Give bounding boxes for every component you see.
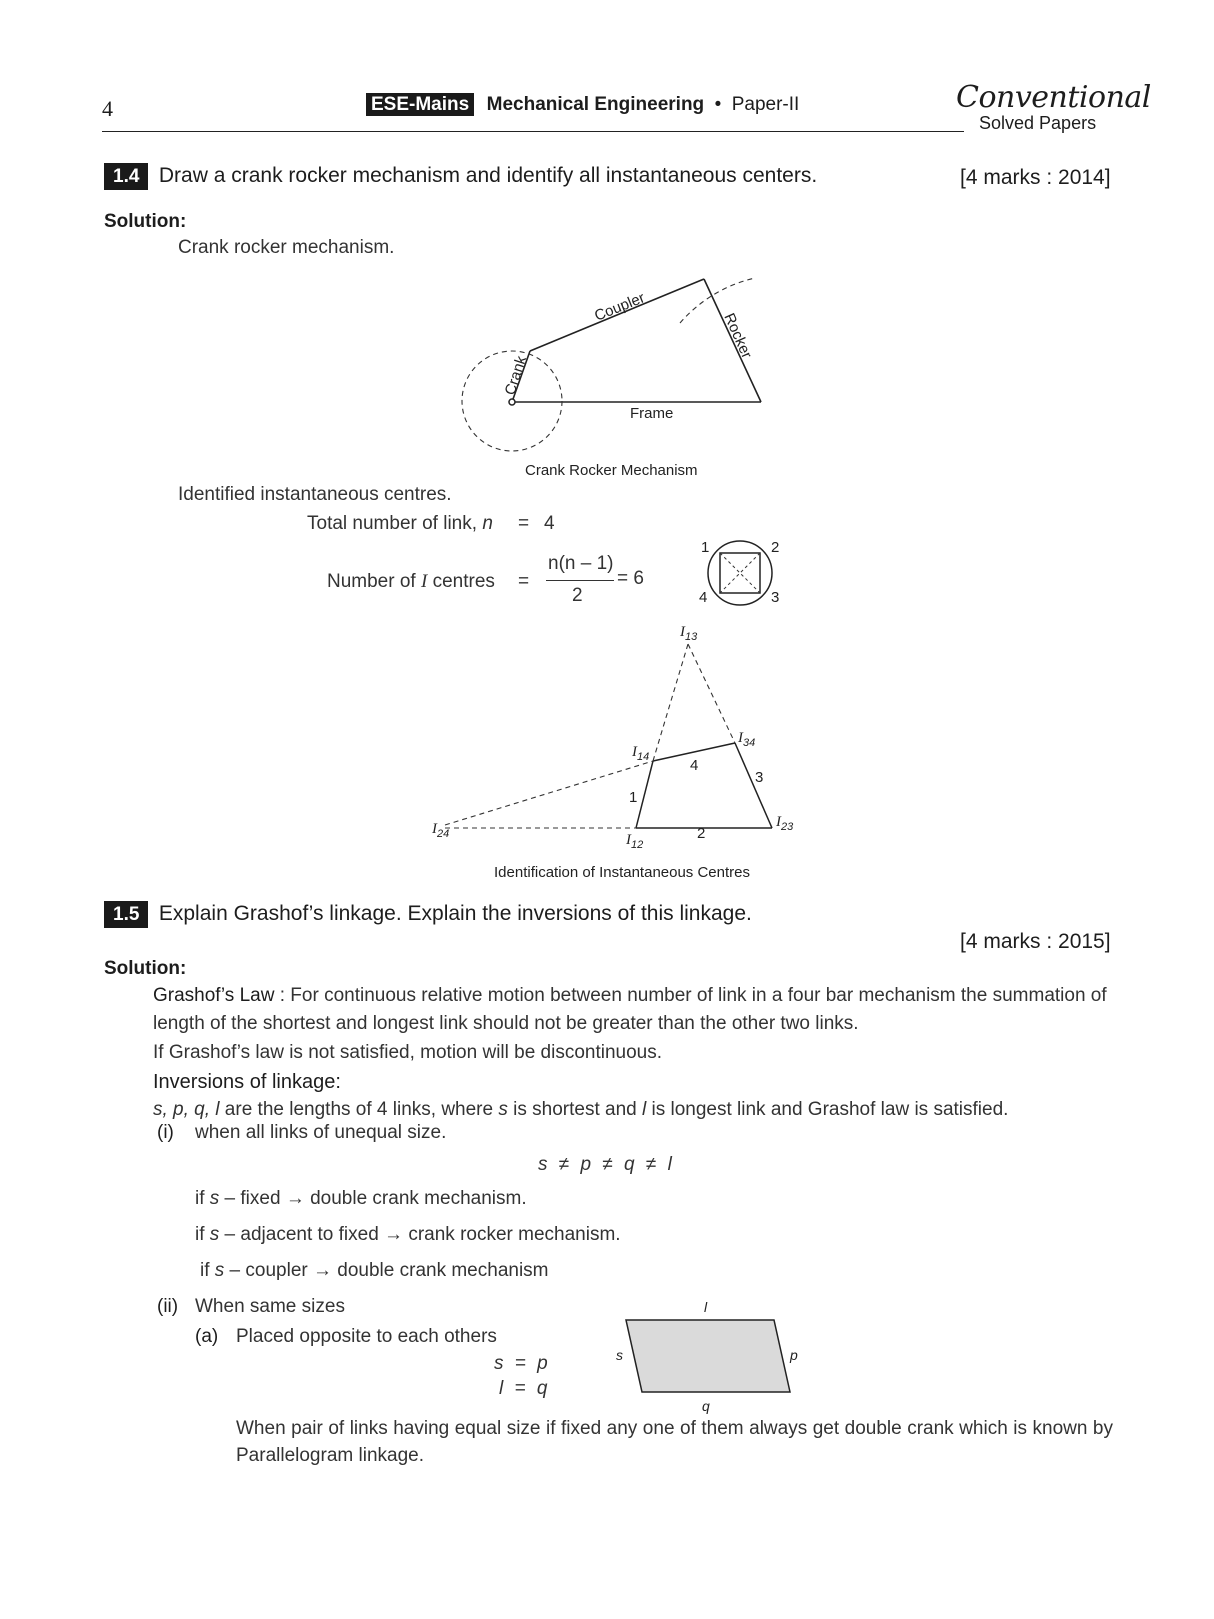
parallelogram-figure bbox=[600, 1298, 820, 1416]
question-1-5 bbox=[104, 902, 752, 926]
label-q: q bbox=[702, 1398, 710, 1414]
law-text: : For continuous relative motion between number of link in a four bar mechanism the summation of length of the shortest and longest link should not be greater than the other two links. bbox=[153, 985, 1107, 1034]
total-links-label: Total number of link, bbox=[307, 513, 478, 534]
case-a-label: (a) bbox=[195, 1326, 219, 1347]
brand-subtitle: Solved Papers bbox=[979, 113, 1097, 133]
def-l: l bbox=[641, 1099, 647, 1120]
link-3 bbox=[735, 743, 772, 828]
centre-i13: $I_{13}$ bbox=[680, 624, 698, 643]
crank-label: Crank bbox=[501, 353, 531, 398]
instant-centres-figure bbox=[0, 600, 1214, 860]
question-number: 1.4 bbox=[104, 163, 148, 190]
exam-badge: ESE-Mains bbox=[366, 93, 474, 116]
i-variable: I bbox=[420, 571, 428, 592]
conclusion-text: When pair of links having equal size if fixed any one of them always get double crank which is known by Parallelogram linkage. bbox=[236, 1418, 1113, 1466]
circle-label-4: 4 bbox=[699, 589, 708, 606]
crank-pivot bbox=[509, 399, 515, 405]
rule-pre: if bbox=[200, 1260, 215, 1281]
law-title: Grashof’s Law bbox=[153, 985, 275, 1006]
not-satisfied-text: If Grashof’s law is not satisfied, motion will be discontinuous. bbox=[153, 1042, 663, 1063]
circle-label-3: 3 bbox=[771, 589, 780, 606]
fraction-bar bbox=[546, 580, 614, 581]
formula-denominator: 2 bbox=[572, 585, 583, 606]
solution-label: Solution: bbox=[104, 958, 187, 979]
n-variable: n bbox=[482, 513, 493, 534]
brand-logo-text: Conventional bbox=[956, 80, 1151, 115]
formula-result: = 6 bbox=[617, 568, 644, 589]
num-centres-text: Number of bbox=[327, 571, 416, 592]
rule-pre: if bbox=[195, 1188, 210, 1209]
case-ii-label: (ii) bbox=[157, 1296, 179, 1317]
centre-i12: $I_{12}$ bbox=[626, 832, 644, 851]
marks-label: [4 marks : 2014] bbox=[960, 166, 1111, 189]
rule-3 bbox=[200, 1260, 549, 1282]
def-vars: s, p, q, l bbox=[153, 1099, 220, 1120]
question-number: 1.5 bbox=[104, 901, 148, 928]
frame-label: Frame bbox=[630, 405, 674, 422]
grashof-law-paragraph bbox=[153, 982, 1123, 1038]
num-centres-label bbox=[327, 571, 495, 593]
inequality: s ≠ p ≠ q ≠ l bbox=[538, 1154, 672, 1175]
equation-s-p: s = p bbox=[494, 1353, 548, 1374]
rule-var: s bbox=[209, 1188, 220, 1209]
rule-2 bbox=[195, 1224, 621, 1246]
inversions-title: Inversions of linkage: bbox=[153, 1071, 341, 1093]
def-text-b: is shortest and bbox=[507, 1099, 642, 1120]
rule-text: – fixed → double crank mechanism. bbox=[219, 1188, 527, 1209]
total-links-value: 4 bbox=[544, 513, 555, 534]
rule-var: s bbox=[209, 1224, 220, 1245]
equals-sign: = bbox=[518, 513, 530, 534]
page-number: 4 bbox=[102, 96, 113, 121]
identified-text: Identified instantaneous centres. bbox=[178, 484, 452, 505]
rule-1 bbox=[195, 1188, 527, 1210]
rule-pre: if bbox=[195, 1224, 210, 1245]
crank-rocker-figure bbox=[0, 0, 1214, 480]
circle-label-2: 2 bbox=[771, 539, 780, 556]
label-s: s bbox=[616, 1347, 623, 1363]
figure-caption-2: Identification of Instantaneous Centres bbox=[494, 864, 750, 881]
centre-i34: $I_{34}$ bbox=[738, 730, 756, 749]
total-links-line bbox=[307, 513, 493, 535]
rocker-label: Rocker bbox=[720, 310, 756, 362]
link-label-2: 2 bbox=[697, 825, 706, 842]
def-text-c: is longest link and Grashof law is satisfied. bbox=[646, 1099, 1009, 1120]
formula-numerator: n(n – 1) bbox=[548, 553, 614, 574]
case-i-label: (i) bbox=[157, 1122, 174, 1143]
case-a-text: Placed opposite to each others bbox=[236, 1326, 497, 1347]
centre-i24: $I_{24}$ bbox=[432, 821, 450, 840]
coupler-label: Coupler bbox=[592, 289, 648, 325]
centre-i14: $I_{14}$ bbox=[632, 744, 650, 763]
intro-text: Crank rocker mechanism. bbox=[178, 237, 395, 258]
parallelogram-shape bbox=[626, 1320, 790, 1392]
circle-label-1: 1 bbox=[701, 539, 710, 556]
link-label-1: 1 bbox=[629, 789, 638, 806]
label-p: p bbox=[790, 1347, 798, 1363]
case-i-text: when all links of unequal size. bbox=[195, 1122, 447, 1143]
paper-name: Paper-II bbox=[731, 94, 800, 115]
subject-title: Mechanical Engineering bbox=[486, 94, 705, 115]
def-s: s bbox=[498, 1099, 508, 1120]
question-text: Draw a crank rocker mechanism and identify all instantaneous centers. bbox=[158, 164, 818, 187]
rule-var: s bbox=[214, 1260, 225, 1281]
link-label-4: 4 bbox=[690, 757, 699, 774]
question-text: Explain Grashof’s linkage. Explain the inversions of this linkage. bbox=[158, 902, 752, 925]
rule-text: – adjacent to fixed → crank rocker mechanism. bbox=[219, 1224, 621, 1245]
link-1 bbox=[636, 761, 653, 828]
centres-text: centres bbox=[432, 571, 495, 592]
marks-label: [4 marks : 2015] bbox=[960, 930, 1111, 953]
label-l: l bbox=[704, 1299, 708, 1315]
figure-caption: Crank Rocker Mechanism bbox=[525, 462, 698, 479]
case-ii-text: When same sizes bbox=[195, 1296, 345, 1317]
rule-text: – coupler → double crank mechanism bbox=[224, 1260, 549, 1281]
equals-sign-2: = bbox=[518, 571, 530, 592]
centre-i23: $I_{23}$ bbox=[776, 814, 794, 833]
header-bullet: • bbox=[714, 94, 722, 115]
solution-label: Solution: bbox=[104, 211, 187, 232]
definition-text bbox=[153, 1096, 1123, 1124]
equation-l-q: l = q bbox=[499, 1378, 548, 1399]
def-text-a: are the lengths of 4 links, where bbox=[219, 1099, 499, 1120]
link-label-3: 3 bbox=[755, 769, 764, 786]
